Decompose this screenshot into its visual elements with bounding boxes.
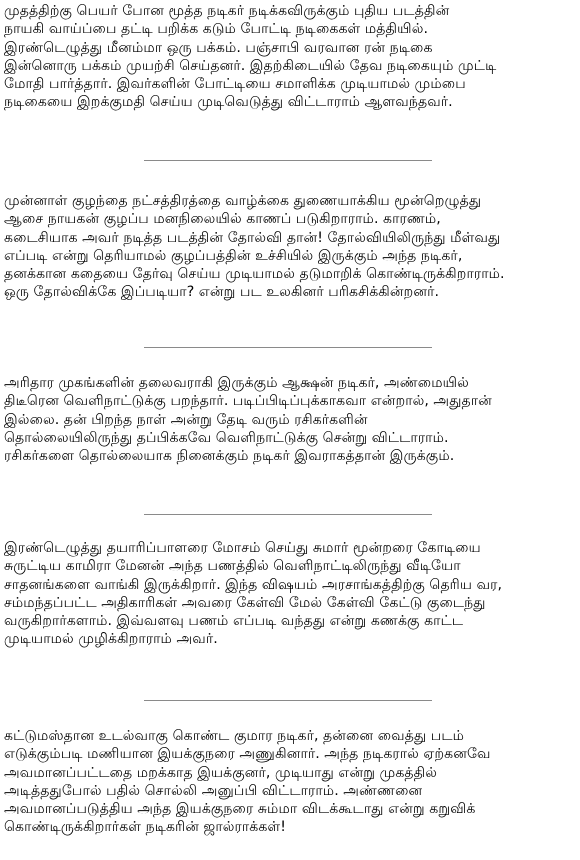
paragraph-line: சம்மந்தப்பட்ட அதிகாரிகள் அவரை கேள்வி மேல் கேள்வி கேட்டு குடைந்து — [4, 594, 486, 611]
paragraph-line: தனக்கான கதையை தேர்வு செய்ய முடியாமல் தடுமாறிக் கொண்டிருக்கிறாராம். — [4, 266, 505, 283]
paragraph-line: எடுக்கும்படி மணியான இயக்குநரை அணுகினார். அந்த நடிகரால் ஏற்கனவே — [4, 746, 491, 763]
paragraph-line: இன்னொரு பக்கம் முயற்சி செய்தனர். இதற்கிடையில் தேவ நடிகையும் முட்டி — [4, 57, 497, 74]
section-divider — [144, 160, 432, 161]
paragraph-1 — [4, 2, 576, 112]
paragraph-line: இரண்டெழுத்து தயாரிப்பாளரை மோசம் செய்து சுமார் மூன்றரை கோடியை — [4, 540, 481, 556]
paragraph-line: எப்படி என்று தெரியாமல் குழப்பத்தின் உச்சியில் இருக்கும் அந்த நடிகர், — [4, 247, 463, 264]
paragraph-line: ஆசை நாயகன் குழப்ப மனநிலையில் காணப் படுகிறாராம். காரணம், — [4, 211, 441, 228]
paragraph-line: மோதி பார்த்தார். இவர்களின் போட்டியை சமாளிக்க முடியாமல் மும்பை — [4, 76, 466, 93]
paragraph-line: இரண்டெழுத்து மீனம்மா ஒரு பக்கம். பஞ்சாபி வரவான ரன் நடிகை — [4, 39, 433, 56]
paragraph-line: தொல்லையிலிருந்து தப்பிக்கவே வெளிநாட்டுக்கு சென்று விட்டாராம். — [4, 429, 449, 446]
paragraph-line: அவமானப்படுத்திய அந்த இயக்குநரை சும்மா விடக்கூடாது என்று கறுவிக் — [4, 801, 476, 818]
paragraph-line: கட்டுமஸ்தான உடல்வாகு கொண்ட குமார நடிகர், தன்னை வைத்து படம் — [4, 728, 465, 744]
paragraph-line: சுருட்டிய காமிரா மேனன் அந்த பணத்தில் வெளிநாட்டிலிருந்து வீடியோ — [4, 558, 461, 575]
paragraph-line: ஒரு தோல்விக்கே இப்படியா? என்று பட உலகினர் பரிகசிக்கின்றனர். — [4, 284, 440, 301]
paragraph-2 — [4, 192, 576, 302]
paragraph-line: ரசிகர்களை தொல்லையாக நினைக்கும் நடிகர் இவராகத்தான் இருக்கும். — [4, 448, 455, 465]
paragraph-line: சாதனங்களை வாங்கி இருக்கிறார். இந்த விஷயம் அரசாங்கத்திற்கு தெரிய வர, — [4, 576, 502, 593]
paragraph-line: அவமானப்பட்டதை மறக்காத இயக்குனர், முடியாது என்று முகத்தில் — [4, 764, 438, 781]
paragraph-line: முதத்திற்கு பெயர் போன மூத்த நடிகர் நடிக்கவிருக்கும் புதிய படத்தின் — [4, 3, 450, 19]
section-divider — [144, 347, 432, 348]
paragraph-line: கொண்டிருக்கிறார்கள் நடிகரின் ஜால்ராக்கள்! — [4, 819, 286, 836]
paragraph-line: முன்னாள் குழந்தை நட்சத்திரத்தை வாழ்க்கை துணையாக்கிய மூன்றெழுத்து — [4, 193, 482, 209]
paragraph-line: வருகிறார்களாம். இவ்வளவு பணம் எப்படி வந்தது என்று கணக்கு காட்ட — [4, 613, 464, 630]
section-divider — [144, 700, 432, 701]
paragraph-3 — [4, 374, 576, 465]
paragraph-line: அடித்ததுபோல் பதில் சொல்லி அனுப்பி விட்டாராம். அண்ணனை — [4, 782, 423, 799]
paragraph-line: இல்லை. தன் பிறந்த நாள் அன்று தேடி வரும் ரசிகர்களின் — [4, 411, 368, 428]
paragraph-line: நாயகி வாய்ப்பை தட்டி பறிக்க கடும் போட்டி நடிகைகள் மத்தியில். — [4, 21, 428, 38]
paragraph-5 — [4, 727, 576, 837]
paragraph-line: அரிதார முகங்களின் தலைவராகி இருக்கும் ஆக்ஷன் நடிகர், அண்மையில் — [4, 375, 469, 391]
paragraph-4 — [4, 539, 576, 649]
paragraph-line: நடிகையை இறக்குமதி செய்ய முடிவெடுத்து விட்டாராம் ஆளவந்தவர். — [4, 94, 453, 111]
paragraph-line: முடியாமல் முழிக்கிறாராம் அவர். — [4, 631, 218, 648]
paragraph-line: திடீரென வெளிநாட்டுக்கு பறந்தார். படிப்பிடிப்புக்காகவா என்றால், அதுதான் — [4, 393, 492, 410]
paragraph-line: கடைசியாக அவர் நடித்த படத்தின் தோல்வி தான்! தோல்வியிலிருந்து மீள்வது — [4, 229, 501, 246]
section-divider — [144, 514, 432, 515]
